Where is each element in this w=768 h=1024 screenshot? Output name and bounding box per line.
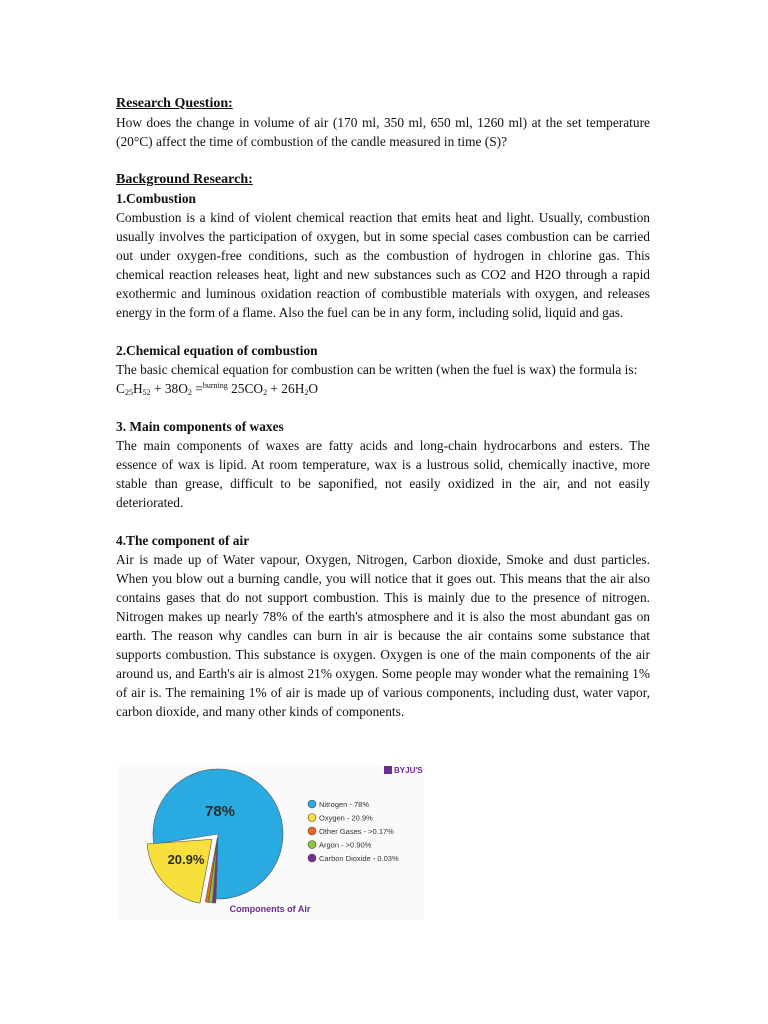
equation-title: 2.Chemical equation of combustion [116, 343, 318, 358]
combustion-title: 1.Combustion [116, 191, 196, 206]
legend-entry-carbon-dioxide: Carbon Dioxide - 0.03% [319, 854, 399, 863]
equation-text: The basic chemical equation for combustion can be written (when the fuel is wax) the formula is: [116, 362, 638, 377]
legend-entry-nitrogen: Nitrogen - 78% [319, 800, 370, 809]
combustion-formula: $C_{25}H_{52} + 38O_2 =^{burning}$ $25CO_2 + 26H_2O$ [116, 381, 319, 397]
legend-entry-argon: Argon - >0.90% [319, 840, 372, 850]
legend-swatch-other-gases [308, 827, 316, 835]
air-text: Air is made up of Water vapour, Oxygen, Nitrogen, Carbon dioxide, Smoke and dust particles. When you blow out a burning candle, you will notice that it goes out. This means that the air also contains gases that do not support combustion. This is mainly due to the presence of nitrogen. Nitrogen makes up nearly 78% of the earth's atmosphere and it is also the most abundant gas on earth. The reason why candles can burn in air is because the air contains some substance that supports combustion. This substance is oxygen. Oxygen is one of the main components of the air around us, and Earth's air is almost 21% oxygen. Some people may wonder what the remaining 1% of air is. The remaining 1% of air is made up of various components, including dust, water vapor, carbon dioxide, and many other kinds of components. [116, 552, 650, 719]
chart-title: Components of Air [229, 904, 311, 914]
legend-entry-other-gases: Other Gases - >0.17% [319, 827, 394, 836]
legend-swatch-nitrogen [308, 800, 316, 808]
brand-logo-icon [384, 766, 392, 774]
legend-swatch-carbon-dioxide [308, 854, 316, 862]
background-heading: Background Research: [116, 172, 253, 187]
legend-swatch-argon [308, 841, 316, 849]
research-question-text: How does the change in volume of air (170 ml, 350 ml, 650 ml, 1260 ml) at the set temperature (20°C) affect the time of combustion of the candle measured in time (S)? [116, 115, 650, 149]
air-components-figure [118, 764, 424, 920]
pie-chart [118, 764, 424, 920]
document-body [116, 94, 650, 721]
legend-swatch-oxygen [308, 814, 316, 822]
combustion-text: Combustion is a kind of violent chemical reaction that emits heat and light. Usually, combustion usually involves the participation of oxygen, but in some special cases combustion can be carried out under oxygen-free conditions, such as the combustion of hydrogen in chlorine gas. This chemical reaction releases heat, light and new substances such as CO2 and H2O through a rapid exothermic and luminous oxidation reaction of combustible materials with oxygen, and releases energy in the form of a flame. Also the fuel can be in any form, including solid, liquid and gas. [116, 210, 650, 320]
legend-entry-oxygen: Oxygen - 20.9% [319, 813, 373, 823]
air-title: 4.The component of air [116, 533, 250, 548]
waxes-title: 3. Main components of waxes [116, 419, 284, 434]
waxes-text: The main components of waxes are fatty acids and long-chain hydrocarbons and esters. The essence of wax is lipid. At room temperature, wax is a lustrous solid, chemically inactive, more stable than grease, difficult to be saponified, not easily oxidized in the air, and not easily deteriorated. [116, 438, 650, 510]
research-question-heading: Research Question: [116, 96, 233, 111]
nitrogen-data-label: 78% [204, 803, 236, 820]
oxygen-data-label: 20.9% [167, 852, 205, 867]
brand-label: BYJU'S [394, 766, 423, 775]
